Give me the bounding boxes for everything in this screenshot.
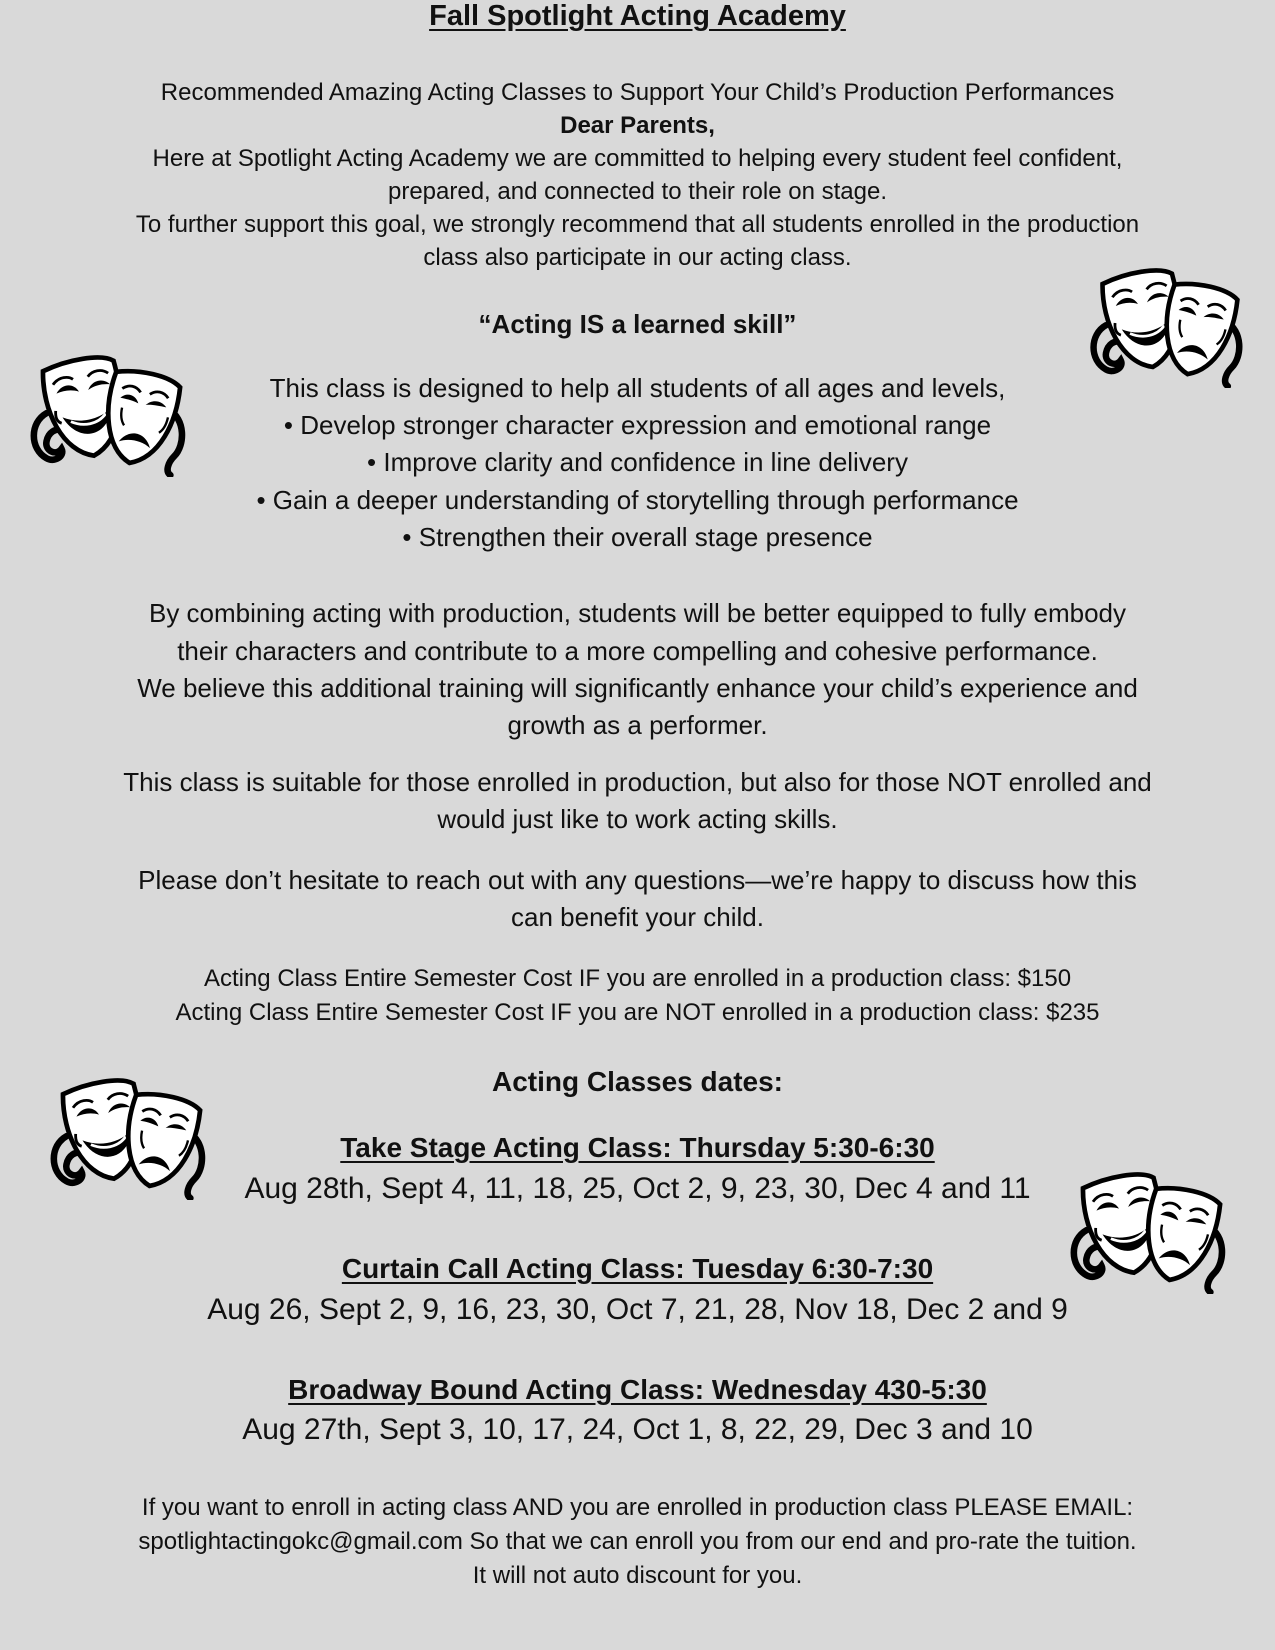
combining-paragraph-line-2: their characters and contribute to a more compelling and cohesive performance.: [177, 636, 1098, 666]
benefit-item: • Develop stronger character expression and emotional range: [283, 410, 992, 440]
class-dates-take-stage: Aug 28th, Sept 4, 11, 18, 25, Oct 2, 9, 23, 30, Dec 4 and 11: [244, 1172, 1031, 1205]
benefit-item: • Improve clarity and confidence in line delivery: [367, 447, 908, 477]
greeting: Dear Parents,: [560, 112, 715, 139]
benefit-item: • Strengthen their overall stage presence: [402, 522, 873, 552]
intro-paragraph-line-1: Here at Spotlight Acting Academy we are committed to helping every student feel confident,: [152, 145, 1123, 172]
believe-paragraph-line-2: growth as a performer.: [507, 710, 768, 740]
subtitle: Recommended Amazing Acting Classes to Support Your Child’s Production Performances: [160, 79, 1115, 106]
enroll-instructions-line-3: It will not auto discount for you.: [472, 1562, 803, 1589]
class-name-broadway-bound: Broadway Bound Acting Class: Wednesday 430-5:30: [288, 1374, 987, 1405]
benefit-item: • Gain a deeper understanding of storytelling through performance: [256, 485, 1019, 515]
class-dates-curtain-call: Aug 26, Sept 2, 9, 16, 23, 30, Oct 7, 21, 28, Nov 18, Dec 2 and 9: [207, 1293, 1068, 1326]
support-paragraph-line-2: class also participate in our acting class.: [423, 244, 852, 271]
questions-paragraph-line-2: can benefit your child.: [511, 902, 764, 932]
class-dates-broadway-bound: Aug 27th, Sept 3, 10, 17, 24, Oct 1, 8, 22, 29, Dec 3 and 10: [242, 1413, 1033, 1446]
enroll-instructions-line-1: If you want to enroll in acting class AND you are enrolled in production class PLEASE EMAIL:: [141, 1494, 1134, 1521]
comedy-tragedy-masks-icon: [1085, 268, 1247, 388]
quote-heading: “Acting IS a learned skill”: [478, 309, 797, 339]
dates-heading: Acting Classes dates:: [492, 1066, 783, 1097]
price-enrolled: Acting Class Entire Semester Cost IF you are enrolled in a production class: $150: [203, 965, 1072, 992]
class-name-curtain-call: Curtain Call Acting Class: Tuesday 6:30-7:30: [341, 1253, 934, 1284]
combining-paragraph-line-1: By combining acting with production, students will be better equipped to fully embody: [148, 598, 1126, 628]
benefits-lead: This class is designed to help all students of all ages and levels,: [269, 373, 1006, 403]
price-not-enrolled: Acting Class Entire Semester Cost IF you are NOT enrolled in a production class: $235: [175, 999, 1100, 1026]
believe-paragraph-line-1: We believe this additional training will significantly enhance your child’s experience and: [137, 673, 1138, 703]
enroll-email-line: spotlightactingokc@gmail.com So that we can enroll you from our end and pro-rate the tuition.: [138, 1528, 1137, 1555]
comedy-tragedy-masks-icon: [45, 1078, 210, 1200]
class-name-take-stage: Take Stage Acting Class: Thursday 5:30-6:30: [340, 1132, 935, 1163]
comedy-tragedy-masks-icon: [25, 355, 190, 477]
suitable-paragraph-line-2: would just like to work acting skills.: [437, 804, 838, 834]
questions-paragraph-line-1: Please don’t hesitate to reach out with any questions—we’re happy to discuss how this: [138, 865, 1137, 895]
comedy-tragedy-masks-icon: [1065, 1172, 1230, 1294]
intro-paragraph-line-2: prepared, and connected to their role on stage.: [387, 178, 887, 205]
suitable-paragraph-line-1: This class is suitable for those enrolled in production, but also for those NOT enrolled and: [123, 767, 1152, 797]
page-title: Fall Spotlight Acting Academy: [429, 0, 846, 32]
support-paragraph-line-1: To further support this goal, we strongly recommend that all students enrolled in the production: [135, 211, 1140, 238]
